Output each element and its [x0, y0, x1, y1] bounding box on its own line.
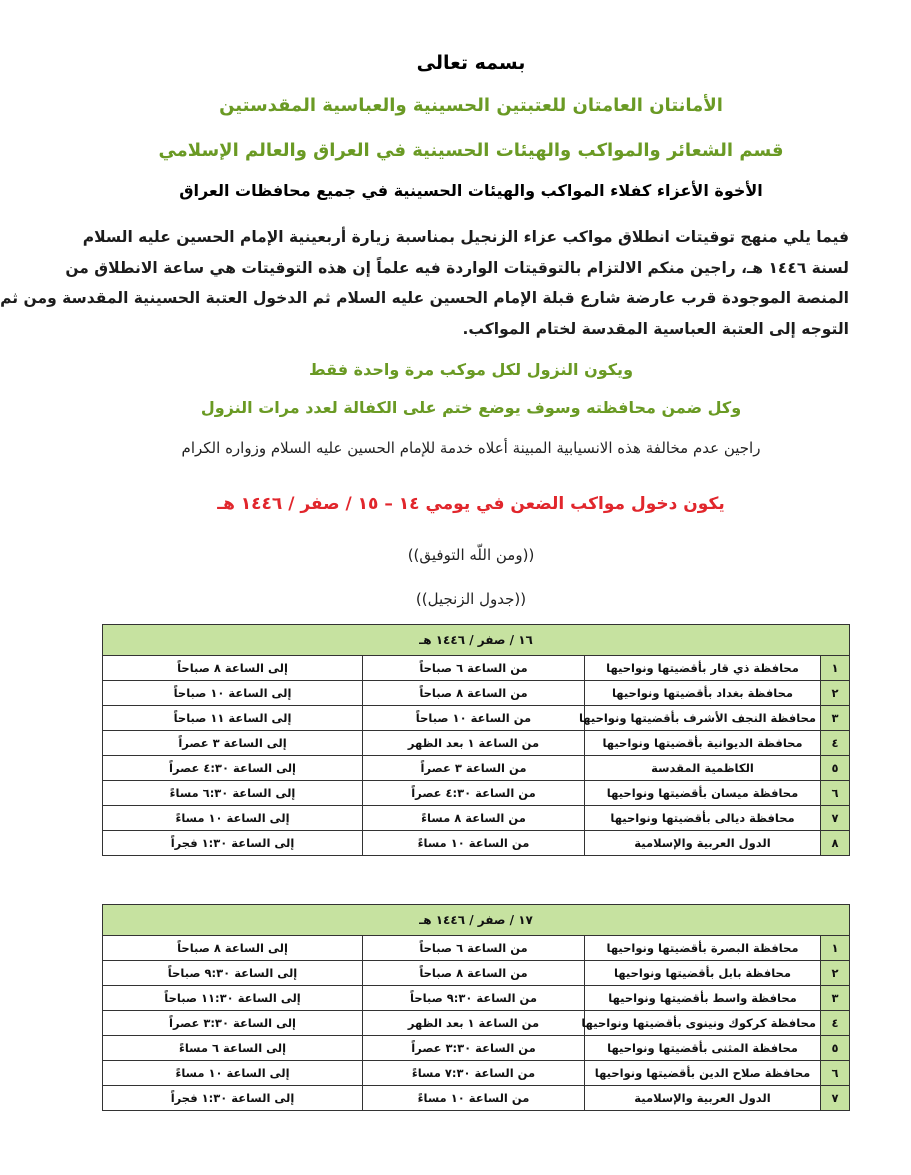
governorate-cell: محافظة ديالى بأقضيتها ونواحيها: [585, 806, 821, 831]
table-row: [103, 1036, 850, 1061]
row-number: ٥: [821, 1036, 850, 1061]
governorate-cell: محافظة بابل بأقضيتها ونواحيها: [585, 961, 821, 986]
governorate-cell: محافظة واسط بأقضيتها ونواحيها: [585, 986, 821, 1011]
org-name-line: الأمانتان العامتان للعتبتين الحسينية والعباسية المقدستين: [219, 95, 723, 116]
from-time-cell: من الساعة ٨ صباحاً: [363, 681, 585, 706]
governorate-cell: الدول العربية والإسلامية: [585, 831, 821, 856]
schedule-table-day2: [102, 904, 850, 1111]
plea-line: راجين عدم مخالفة هذه الانسيابية المبينة أعلاه خدمة للإمام الحسين عليه السلام وزواره الكرام: [181, 439, 761, 457]
table-row: [103, 831, 850, 856]
from-time-cell: من الساعة ٦ صباحاً: [363, 656, 585, 681]
from-time-cell: من الساعة ٣:٣٠ عصراً: [363, 1036, 585, 1061]
tawfeeq-line: ((ومن اللّه التوفيق)): [407, 546, 535, 564]
paragraph-line: المنصة الموجودة قرب عارضة شارع قبلة الإمام الحسين عليه السلام ثم الدخول العتبة الحسينية المقدسة ومن ثم: [0, 289, 849, 307]
to-time-cell: إلى الساعة ١٠ صباحاً: [103, 681, 363, 706]
table-row: [103, 781, 850, 806]
to-time-cell: إلى الساعة ٨ صباحاً: [103, 936, 363, 961]
row-number: ٦: [821, 781, 850, 806]
row-number: ٣: [821, 986, 850, 1011]
table-row: [103, 731, 850, 756]
governorate-cell: محافظة كركوك ونينوى بأقضيتها ونواحيها: [585, 1011, 821, 1036]
note-once: ويكون النزول لكل موكب مرة واحدة فقط: [308, 360, 634, 379]
row-number: ٥: [821, 756, 850, 781]
governorate-cell: الكاظمية المقدسة: [585, 756, 821, 781]
table-row: [103, 806, 850, 831]
row-number: ٤: [821, 731, 850, 756]
to-time-cell: إلى الساعة ٦:٣٠ مساءً: [103, 781, 363, 806]
from-time-cell: من الساعة ١٠ مساءً: [363, 1086, 585, 1111]
from-time-cell: من الساعة ٦ صباحاً: [363, 936, 585, 961]
governorate-cell: الدول العربية والإسلامية: [585, 1086, 821, 1111]
table-caption: ((جدول الزنجيل)): [415, 590, 527, 608]
table-row: [103, 1011, 850, 1036]
to-time-cell: إلى الساعة ١:٣٠ فجراً: [103, 1086, 363, 1111]
table-row: [103, 986, 850, 1011]
row-number: ١: [821, 656, 850, 681]
from-time-cell: من الساعة ٨ مساءً: [363, 806, 585, 831]
from-time-cell: من الساعة ٧:٣٠ مساءً: [363, 1061, 585, 1086]
page-title: بسمه تعالى: [416, 52, 526, 74]
from-time-cell: من الساعة ٣ عصراً: [363, 756, 585, 781]
governorate-cell: محافظة الديوانية بأقضيتها ونواحيها: [585, 731, 821, 756]
from-time-cell: من الساعة ١ بعد الظهر: [363, 1011, 585, 1036]
table-row: [103, 961, 850, 986]
row-number: ٧: [821, 806, 850, 831]
governorate-cell: محافظة ميسان بأقضيتها ونواحيها: [585, 781, 821, 806]
table-date-header: ١٧ / صفر / ١٤٤٦ هـ: [103, 905, 850, 936]
to-time-cell: إلى الساعة ٣ عصراً: [103, 731, 363, 756]
to-time-cell: إلى الساعة ٤:٣٠ عصراً: [103, 756, 363, 781]
row-number: ٤: [821, 1011, 850, 1036]
from-time-cell: من الساعة ٨ صباحاً: [363, 961, 585, 986]
table-row: [103, 936, 850, 961]
schedule-table-day1: [102, 624, 850, 856]
addressee-line: الأخوة الأعزاء كفلاء المواكب والهيئات الحسينية في جميع محافظات العراق: [179, 181, 763, 200]
to-time-cell: إلى الساعة ١١ صباحاً: [103, 706, 363, 731]
to-time-cell: إلى الساعة ١٠ مساءً: [103, 806, 363, 831]
from-time-cell: من الساعة ١ بعد الظهر: [363, 731, 585, 756]
row-number: ٦: [821, 1061, 850, 1086]
to-time-cell: إلى الساعة ١١:٣٠ صباحاً: [103, 986, 363, 1011]
from-time-cell: من الساعة ٤:٣٠ عصراً: [363, 781, 585, 806]
governorate-cell: محافظة بغداد بأقضيتها ونواحيها: [585, 681, 821, 706]
table-row: [103, 681, 850, 706]
dates-line: يكون دخول مواكب الضعن في يومي ١٤ – ١٥ / صفر / ١٤٤٦ هـ: [217, 494, 725, 514]
governorate-cell: محافظة المثنى بأقضيتها ونواحيها: [585, 1036, 821, 1061]
row-number: ٨: [821, 831, 850, 856]
intro-paragraph: [0, 222, 849, 344]
table-date-header: ١٦ / صفر / ١٤٤٦ هـ: [103, 625, 850, 656]
row-number: ١: [821, 936, 850, 961]
paragraph-line: لسنة ١٤٤٦ هـ، راجين منكم الالتزام بالتوقيتات الواردة فيه علماً إن هذه التوقيتات هي ساعة الانطلاق من: [65, 258, 849, 277]
row-number: ٣: [821, 706, 850, 731]
to-time-cell: إلى الساعة ٣:٣٠ عصراً: [103, 1011, 363, 1036]
to-time-cell: إلى الساعة ١:٣٠ فجراً: [103, 831, 363, 856]
governorate-cell: محافظة ذي قار بأقضيتها ونواحيها: [585, 656, 821, 681]
row-number: ٢: [821, 681, 850, 706]
from-time-cell: من الساعة ١٠ مساءً: [363, 831, 585, 856]
note-stamp: وكل ضمن محافظته وسوف يوضع ختم على الكفالة لعدد مرات النزول: [200, 398, 742, 417]
department-line: قسم الشعائر والمواكب والهيئات الحسينية في العراق والعالم الإسلامي: [158, 140, 784, 161]
to-time-cell: إلى الساعة ٩:٣٠ صباحاً: [103, 961, 363, 986]
table-row: [103, 656, 850, 681]
to-time-cell: إلى الساعة ١٠ مساءً: [103, 1061, 363, 1086]
from-time-cell: من الساعة ١٠ صباحاً: [363, 706, 585, 731]
table-row: [103, 706, 850, 731]
row-number: ٧: [821, 1086, 850, 1111]
governorate-cell: محافظة صلاح الدين بأقضيتها ونواحيها: [585, 1061, 821, 1086]
table-row: [103, 1086, 850, 1111]
governorate-cell: محافظة البصرة بأقضيتها ونواحيها: [585, 936, 821, 961]
from-time-cell: من الساعة ٩:٣٠ صباحاً: [363, 986, 585, 1011]
table-row: [103, 1061, 850, 1086]
table-row: [103, 756, 850, 781]
governorate-cell: محافظة النجف الأشرف بأقضيتها ونواحيها: [585, 706, 821, 731]
to-time-cell: إلى الساعة ٦ مساءً: [103, 1036, 363, 1061]
to-time-cell: إلى الساعة ٨ صباحاً: [103, 656, 363, 681]
paragraph-line: فيما يلي منهج توقيتات انطلاق مواكب عزاء الزنجيل بمناسبة زيارة أربعينية الإمام الحسين عليه السلام: [82, 228, 849, 246]
paragraph-line: التوجه إلى العتبة العباسية المقدسة لختام المواكب.: [462, 319, 849, 338]
row-number: ٢: [821, 961, 850, 986]
